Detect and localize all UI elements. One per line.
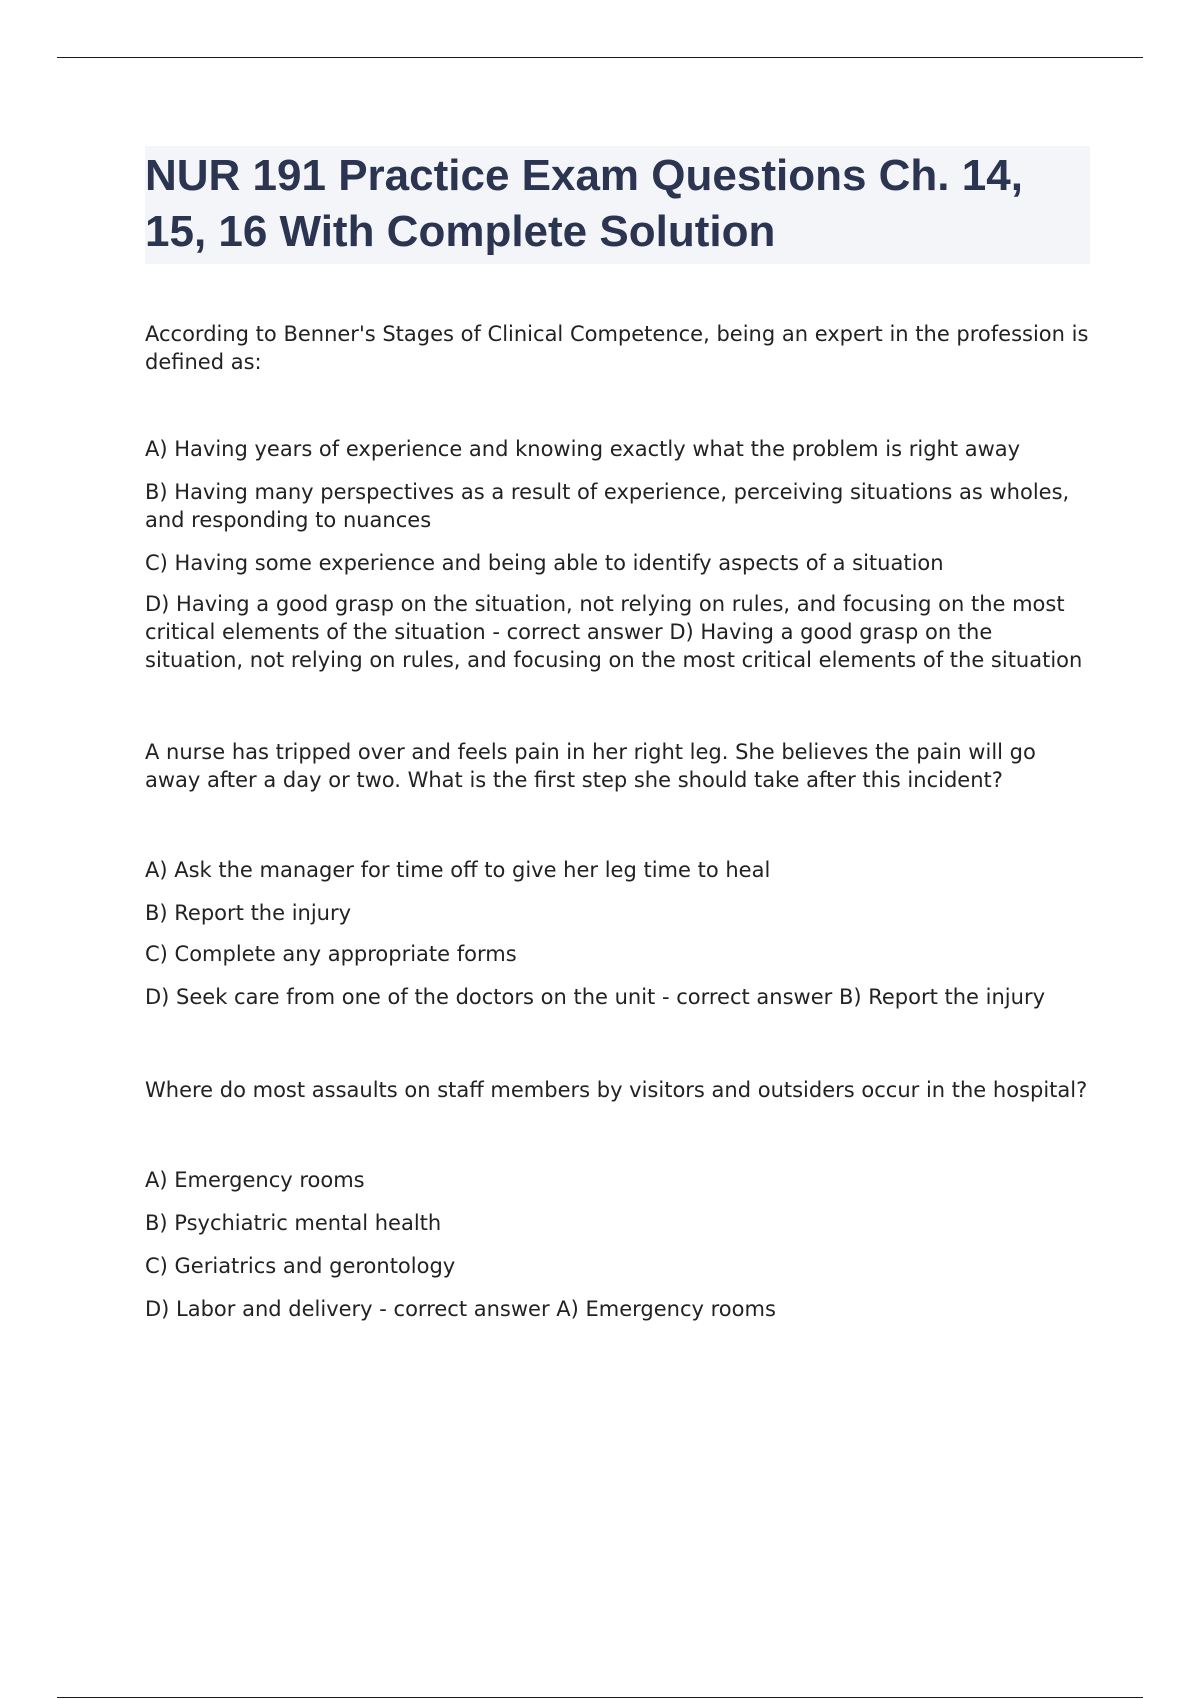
answer-option-a: A) Having years of experience and knowing exactly what the problem is right away xyxy=(145,437,1021,461)
answer-option-b: B) Report the injury xyxy=(145,901,352,925)
answer-option-d: D) Seek care from one of the doctors on the unit - correct answer B) Report the injury xyxy=(145,985,1046,1009)
answer-option-b: B) Psychiatric mental health xyxy=(145,1211,442,1235)
answer-option-c: C) Having some experience and being able to identify aspects of a situation xyxy=(145,551,944,575)
bottom-divider xyxy=(57,1697,1143,1698)
answer-option-b: B) Having many perspectives as a result of experience, perceiving situations as wholes, and responding to nuances xyxy=(145,480,1070,532)
question-2 xyxy=(145,738,1090,1011)
question-prompt: According to Benner's Stages of Clinical Competence, being an expert in the profession is defined as: xyxy=(145,322,1089,374)
answer-option-a: A) Ask the manager for time off to give her leg time to heal xyxy=(145,858,771,882)
answer-option-d: D) Labor and delivery - correct answer A) Emergency rooms xyxy=(145,1297,776,1321)
document-body xyxy=(145,146,1090,1323)
answer-option-a: A) Emergency rooms xyxy=(145,1168,365,1192)
answer-options xyxy=(145,856,1090,1011)
answer-option-d: D) Having a good grasp on the situation, not relying on rules, and focusing on the most critical elements of the situation - correct answer D) Having a good grasp on the situation, not relying on rules, and focusing on the most critical elements of the situation xyxy=(145,592,1083,672)
answer-options xyxy=(145,435,1090,674)
document-title: NUR 191 Practice Exam Questions Ch. 14, 15, 16 With Complete Solution xyxy=(145,151,1023,256)
answer-options xyxy=(145,1166,1090,1323)
top-divider xyxy=(57,57,1143,58)
answer-option-c: C) Geriatrics and gerontology xyxy=(145,1254,456,1278)
question-prompt: Where do most assaults on staff members by visitors and outsiders occur in the hospital? xyxy=(145,1078,1088,1102)
question-prompt: A nurse has tripped over and feels pain in her right leg. She believes the pain will go away after a day or two. What is the first step she should take after this incident? xyxy=(145,740,1036,792)
answer-option-c: C) Complete any appropriate forms xyxy=(145,942,517,966)
question-1 xyxy=(145,320,1090,674)
title-block xyxy=(145,146,1090,264)
question-3 xyxy=(145,1076,1090,1323)
